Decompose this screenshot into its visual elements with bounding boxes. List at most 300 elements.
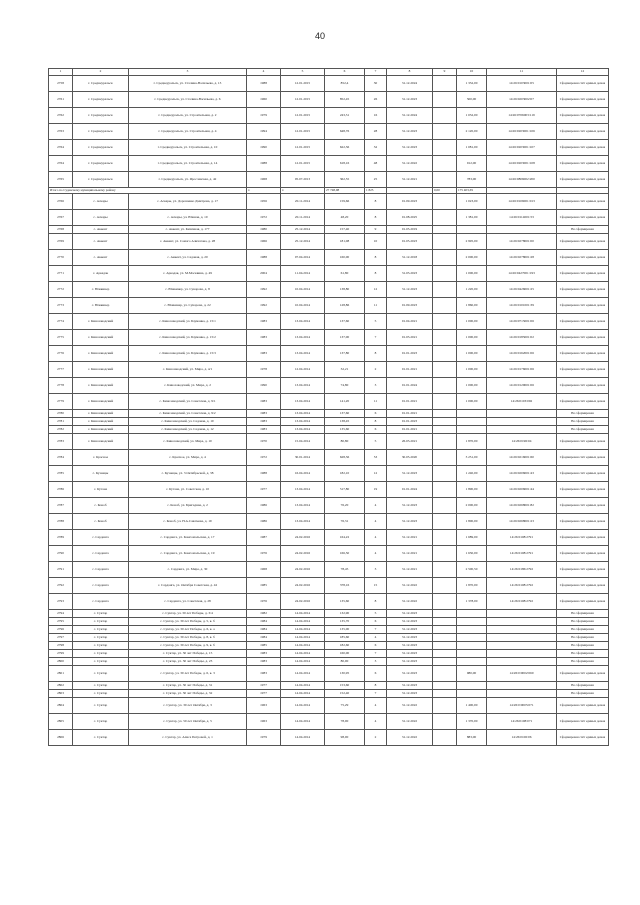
cell-code	[487, 418, 557, 426]
cell-cnt: 11	[365, 394, 387, 410]
table-cell	[433, 226, 457, 234]
table-row	[49, 194, 609, 210]
table-row	[49, 466, 609, 482]
header-row	[49, 69, 609, 76]
cell-code: 14:26:0185001:02	[487, 330, 557, 346]
cell-sum: 1 400,00	[457, 698, 487, 714]
table-row	[49, 618, 609, 626]
cell-note: Сформирован счёт единых домов	[557, 450, 609, 466]
cell-due: 31.03.2023	[387, 266, 433, 282]
cell-date: 25.12.2014	[281, 226, 325, 234]
cell-due: 01.01.2021	[387, 410, 433, 418]
cell-due: 31.12.2018	[387, 250, 433, 266]
header-cell: 8	[387, 69, 433, 76]
table-cell	[433, 362, 457, 378]
table-cell	[433, 156, 457, 172]
cell-note: Не сформирован	[557, 658, 609, 666]
cell-sum: 1 332,00	[457, 76, 487, 92]
cell-addr: с. Южкинер, ул. Суворова, д. 8	[129, 282, 247, 298]
cell-n: 2784	[49, 450, 73, 466]
cell-area: 137,00	[325, 330, 365, 346]
cell-cnt: 11	[365, 298, 387, 314]
cell-addr: с. Суктар, ул. 30 лет Победы, д. 5, к. б	[129, 618, 247, 626]
cell-addr: с. Сарданга, ул. Комсомольская, д. 19	[129, 546, 247, 562]
cell-sum: 1 220,00	[457, 282, 487, 298]
cell-date: 12.01.2015	[281, 140, 325, 156]
cell-code: 14:26:0278001:00	[487, 234, 557, 250]
cell-area: 362,55	[325, 172, 365, 188]
cell-cnt: 12	[365, 282, 387, 298]
cell-date: 11.04.2014	[281, 266, 325, 282]
cell-city: с. Кинозаводский	[73, 418, 129, 426]
cell-cnt: 2	[365, 362, 387, 378]
cell-year: 1983	[247, 330, 281, 346]
cell-sum: 2 000,00	[457, 250, 487, 266]
cell-due: 31.12.2021	[387, 172, 433, 188]
cell-sum	[457, 610, 487, 618]
cell-year: 1986	[247, 498, 281, 514]
cell-sum: 1 800,00	[457, 514, 487, 530]
cell-city: г. Среднеуральск	[73, 156, 129, 172]
cell-n: 2774	[49, 314, 73, 330]
cell-addr: с. Суктар, ул. 30 лет Победы, д. 15	[129, 650, 247, 658]
cell-cnt: 6	[365, 426, 387, 434]
cell-year: 1978	[247, 362, 281, 378]
cell-note: Не сформирован	[557, 642, 609, 650]
cell-code: 14:26:0427001:193	[487, 266, 557, 282]
cell-sum: 1 000,00	[457, 394, 487, 410]
table-row	[49, 434, 609, 450]
header-cell: 4	[247, 69, 281, 76]
cell-date: 16.04.2014	[281, 466, 325, 482]
cell-area: 182,10	[325, 466, 365, 482]
cell-year: 1984	[247, 626, 281, 634]
table-row	[49, 562, 609, 578]
cell-n: 2783	[49, 434, 73, 450]
header-cell: 5	[281, 69, 325, 76]
cell-note: Сформирован счёт единых домов	[557, 546, 609, 562]
table-cell	[433, 330, 457, 346]
table-cell	[433, 410, 457, 418]
cell-note: Не сформирован	[557, 690, 609, 698]
cell-city: с. Аскары	[73, 210, 129, 226]
cell-cnt: 30	[365, 76, 387, 92]
cell-n: 2775	[49, 330, 73, 346]
cell-note: Не сформирован	[557, 610, 609, 618]
cell-addr: с. Кинозаводский, ул. Советская, д. 9/1	[129, 394, 247, 410]
cell-addr: с. Южкинер, ул. Суворова, д. 22	[129, 298, 247, 314]
cell-note: Не сформирован	[557, 418, 609, 426]
table-cell	[433, 634, 457, 642]
cell-code	[487, 642, 557, 650]
table-cell	[433, 482, 457, 498]
table-cell	[433, 194, 457, 210]
cell-n: 2781	[49, 418, 73, 426]
cell-due: 31.12.2021	[387, 562, 433, 578]
cell-area: 76,31	[325, 514, 365, 530]
cell-cnt: 19	[365, 482, 387, 498]
cell-year: 1979	[247, 108, 281, 124]
cell-addr: с. Сарданга, ул. Мира, д. 30	[129, 562, 247, 578]
cell-addr: с. Кинозаводский, ул. Садовая, д. 10	[129, 418, 247, 426]
cell-sum: 1 870,00	[457, 434, 487, 450]
cell-year: 1992	[247, 282, 281, 298]
cell-date: 14.04.2014	[281, 634, 325, 642]
cell-city: с. Коноб	[73, 498, 129, 514]
cell-sum: 500,00	[457, 92, 487, 108]
cell-sum: 2 995,00	[457, 234, 487, 250]
cell-city: с. Южкинер	[73, 282, 129, 298]
cell-code: 14:26:0806002:200	[487, 172, 557, 188]
cell-addr: с. Коноб, ул. Н.А.Саватеева, д. 19	[129, 514, 247, 530]
cell-cnt: 4	[365, 514, 387, 530]
cell-date: 12.04.2014	[281, 362, 325, 378]
cell-year: 1963	[247, 714, 281, 730]
cell-date: 13.04.2014	[281, 426, 325, 434]
header-cell: 1	[49, 69, 73, 76]
cell-sum: 2 500,50	[457, 562, 487, 578]
table-cell	[433, 92, 457, 108]
cell-year: 1972	[247, 450, 281, 466]
cell-n: 2764	[49, 156, 73, 172]
cell-note: Сформирован счёт единых домов	[557, 346, 609, 362]
cell-city: г. Среднеуральск	[73, 124, 129, 140]
cell-date: 12.01.2015	[281, 76, 325, 92]
cell-date: 20.11.2014	[281, 194, 325, 210]
cell-n: 2764	[49, 140, 73, 156]
cell-area: 132,90	[325, 610, 365, 618]
table-cell	[433, 530, 457, 546]
cell-area: 160,00	[325, 650, 365, 658]
cell-area: 74,80	[325, 378, 365, 394]
cell-code: 14:26:0106001:013	[487, 194, 557, 210]
cell-year: 1960	[247, 92, 281, 108]
cell-city: с. Кинозаводский	[73, 330, 129, 346]
cell-date: 24.02.2016	[281, 562, 325, 578]
cell-sum	[457, 410, 487, 418]
cell-note: Сформирован счёт единых домов	[557, 362, 609, 378]
cell-sum	[457, 618, 487, 626]
cell-area: 75,29	[325, 698, 365, 714]
cell-year: 1982	[247, 610, 281, 618]
cell-due: 31.12.2024	[387, 108, 433, 124]
cell-note: Сформирован счёт единых домов	[557, 266, 609, 282]
cell-area: 852,4	[325, 76, 365, 92]
cell-addr: с. Кинозаводский, ул. Садовая, д. 12	[129, 426, 247, 434]
cell-city: с. Суктар	[73, 650, 129, 658]
cell-area: 61,80	[325, 266, 365, 282]
table-cell	[433, 234, 457, 250]
cell-area: 137,80	[325, 346, 365, 362]
cell-year: 1983	[247, 314, 281, 330]
cell-sum: 980,00	[457, 666, 487, 682]
cell-year: 1985	[247, 642, 281, 650]
table-row	[49, 410, 609, 418]
cell-cnt: 10	[365, 234, 387, 250]
cell-area: 618,16	[325, 156, 365, 172]
cell-date: 14.04.2014	[281, 666, 325, 682]
cell-year: 1977	[247, 690, 281, 698]
cell-due: 31.12.2023	[387, 140, 433, 156]
cell-sum: 1 000,00	[457, 266, 487, 282]
cell-due: 31.12.2023	[387, 92, 433, 108]
cell-area: 135,60	[325, 594, 365, 610]
cell-sum	[457, 634, 487, 642]
cell-cnt: 8	[365, 682, 387, 690]
table-row	[49, 658, 609, 666]
cell-sum	[457, 650, 487, 658]
cell-code	[487, 658, 557, 666]
cell-cnt: 7	[365, 626, 387, 634]
cell-addr: с. Суктар, ул. 30 лет Победы, д. 32	[129, 690, 247, 698]
cell-sum: 1 370,00	[457, 714, 487, 730]
cell-due: 01.01.2024	[387, 378, 433, 394]
table-row	[49, 394, 609, 410]
cell-addr: с. Суктар, ул. 30 лет Победы, д. 6, к. 3	[129, 666, 247, 682]
cell-addr: с. Суктар, ул. 30 лет Победы, д. 9, к. б	[129, 642, 247, 650]
cell-cnt: 3	[365, 562, 387, 578]
cell-city: с. Кинозаводский	[73, 434, 129, 450]
cell-cnt: 7	[365, 650, 387, 658]
cell-code	[487, 618, 557, 626]
cell-sum	[457, 658, 487, 666]
cell-sum: 1 630,00	[457, 546, 487, 562]
cell-city: с. Аккент	[73, 234, 129, 250]
cell-city: с. Аккент	[73, 226, 129, 234]
cell-area: 76,20	[325, 498, 365, 514]
cell-area: 181,08	[325, 234, 365, 250]
cell-year: 1983	[247, 650, 281, 658]
cell-n: 2794	[49, 610, 73, 618]
cell-note: Сформирован счёт единых домов	[557, 514, 609, 530]
cell-year: 1983	[247, 658, 281, 666]
cell-code: 14:26:0108:2792	[487, 594, 557, 610]
cell-due: 31.12.2024	[387, 76, 433, 92]
table-row	[49, 330, 609, 346]
cell-due: 31.12.2023	[387, 498, 433, 514]
cell-note: Сформирован счёт единых домов	[557, 578, 609, 594]
cell-area: 153,60	[325, 682, 365, 690]
cell-code	[487, 610, 557, 618]
cell-area: 622,36	[325, 140, 365, 156]
cell-code	[487, 690, 557, 698]
cell-sum: 2 120,00	[457, 124, 487, 140]
cell-date: 05.07.2013	[281, 172, 325, 188]
cell-n: 2780	[49, 410, 73, 418]
table-row	[49, 626, 609, 634]
cell-due: 31.12.2023	[387, 666, 433, 682]
cell-due: 01.01.2023	[387, 418, 433, 426]
cell-due: 31.12.2023	[387, 634, 433, 642]
cell-area: 78,45	[325, 562, 365, 578]
table-cell	[433, 140, 457, 156]
cell-code: 14:26:0216001:60	[487, 450, 557, 466]
table-row	[49, 92, 609, 108]
cell-cnt: 15	[365, 578, 387, 594]
cell-code: 14:26:0706003:119	[487, 108, 557, 124]
cell-cnt: 53	[365, 450, 387, 466]
cell-area: 628,36	[325, 450, 365, 466]
cell-year: 1990	[247, 378, 281, 394]
table-row	[49, 650, 609, 658]
cell-n: 2790	[49, 546, 73, 562]
cell-code: 14:26:0129001:06	[487, 378, 557, 394]
header-cell: 12	[557, 69, 609, 76]
cell-year: 1980	[247, 226, 281, 234]
table-cell: 27 748,98	[325, 188, 365, 194]
cell-note: Сформирован счёт единых домов	[557, 394, 609, 410]
cell-n: 2773	[49, 298, 73, 314]
cell-due: 31.12.2022	[387, 578, 433, 594]
header-cell: 10	[457, 69, 487, 76]
table-cell	[433, 626, 457, 634]
cell-date: 13.04.2014	[281, 330, 325, 346]
cell-n: 2803	[49, 690, 73, 698]
table-cell	[433, 76, 457, 92]
table-row	[49, 714, 609, 730]
table-cell: 1 825	[365, 188, 387, 194]
cell-code	[487, 226, 557, 234]
cell-n: 2804	[49, 698, 73, 714]
cell-note: Сформирован счёт единых домов	[557, 530, 609, 546]
data-table-wrapper	[48, 68, 608, 746]
cell-n: 2789	[49, 530, 73, 546]
cell-cnt: 8	[365, 594, 387, 610]
cell-cnt: 6	[365, 618, 387, 626]
cell-date: 14.04.2014	[281, 698, 325, 714]
table-cell	[433, 394, 457, 410]
cell-cnt: 16	[365, 108, 387, 124]
cell-year: 1984	[247, 618, 281, 626]
cell-date: 12.01.2015	[281, 124, 325, 140]
header-cell: 2	[73, 69, 129, 76]
cell-note: Сформирован счёт единых домов	[557, 282, 609, 298]
cell-city: с. Суктар	[73, 714, 129, 730]
table-cell: x	[281, 188, 325, 194]
cell-addr: г. Среднеуральск, ул. Строительная, д. 2	[129, 108, 247, 124]
cell-code: 14:26:0103001:05	[487, 76, 557, 92]
cell-city: с. Суктар	[73, 634, 129, 642]
cell-due: 01.05.2023	[387, 234, 433, 250]
cell-city: с. Суктар	[73, 618, 129, 626]
cell-year: 1972	[247, 210, 281, 226]
table-row	[49, 298, 609, 314]
cell-due: 01.05.2019	[387, 226, 433, 234]
cell-code	[487, 626, 557, 634]
table-cell	[433, 266, 457, 282]
table-cell	[433, 314, 457, 330]
cell-due: 31.12.2023	[387, 514, 433, 530]
cell-due: 01.09.2023	[387, 298, 433, 314]
cell-code	[487, 634, 557, 642]
cell-addr: с. Суктар, ул. 30 лет Октября, д. 3	[129, 698, 247, 714]
table-row	[49, 530, 609, 546]
table-row	[49, 346, 609, 362]
cell-addr: с. Суктар, ул. 50 лет Октября, д. 5	[129, 714, 247, 730]
cell-note: Не сформирован	[557, 618, 609, 626]
cell-addr: с. Аккент, ул. Садовая, д. 20	[129, 250, 247, 266]
cell-year: 1987	[247, 530, 281, 546]
table-row	[49, 450, 609, 466]
table-body	[49, 76, 609, 746]
table-cell	[433, 210, 457, 226]
cell-note: Сформирован счёт единых домов	[557, 482, 609, 498]
cell-addr: с. Кинозаводский, ул. Мира, д. 4/1	[129, 362, 247, 378]
cell-code: 14:26:0206001:44	[487, 482, 557, 498]
cell-sum: 1 381,00	[457, 210, 487, 226]
cell-code: 14:26:0203002:07	[487, 92, 557, 108]
cell-year: 1988	[247, 466, 281, 482]
table-cell	[433, 690, 457, 698]
cell-cnt: 26	[365, 92, 387, 108]
cell-date: 13.04.2014	[281, 514, 325, 530]
cell-due: 01.08.2025	[387, 210, 433, 226]
cell-cnt: 8	[365, 346, 387, 362]
cell-code: 14:26:0:0005:071	[487, 698, 557, 714]
cell-date: 14.04.2014	[281, 690, 325, 698]
cell-due: 31.12.2023	[387, 618, 433, 626]
cell-due: 31.12.2023	[387, 610, 433, 618]
table-cell	[433, 418, 457, 426]
group-label: Итого по Судакскому муниципальному району	[49, 188, 247, 194]
cell-city: с. Кузнецы	[73, 466, 129, 482]
cell-year: 1968	[247, 172, 281, 188]
cell-year: 1983	[247, 426, 281, 434]
cell-sum: 1 000,00	[457, 314, 487, 330]
cell-sum: 783,00	[457, 172, 487, 188]
cell-area: 138,45	[325, 418, 365, 426]
cell-n: 2765	[49, 172, 73, 188]
cell-n: 2776	[49, 346, 73, 362]
table-row	[49, 282, 609, 298]
cell-cnt: 8	[365, 210, 387, 226]
cell-date: 13.04.2014	[281, 394, 325, 410]
cell-sum: 1 378,00	[457, 594, 487, 610]
cell-addr: с. Кинозаводский, ул. Советская, д. 9/2	[129, 410, 247, 418]
cell-year: 1992	[247, 298, 281, 314]
cell-code: 14:26:0101001:39	[487, 298, 557, 314]
cell-due: 31.12.2023	[387, 466, 433, 482]
table-cell	[433, 434, 457, 450]
cell-city: с. Кинозаводский	[73, 394, 129, 410]
cell-city: с. Суктар	[73, 666, 129, 682]
cell-date: 13.04.2014	[281, 418, 325, 426]
cell-note: Не сформирован	[557, 410, 609, 418]
cell-sum	[457, 682, 487, 690]
cell-city: с. Аркадак	[73, 266, 129, 282]
cell-city: с. Кинозаводский	[73, 426, 129, 434]
cell-code: 14:26:0426001:25	[487, 282, 557, 298]
cell-cnt: 48	[365, 156, 387, 172]
cell-year: 1983	[247, 394, 281, 410]
cell-cnt: 4	[365, 634, 387, 642]
cell-cnt: 25	[365, 172, 387, 188]
cell-code: 14:26:0114001:53	[487, 210, 557, 226]
table-row	[49, 418, 609, 426]
cell-date: 14.04.2014	[281, 626, 325, 634]
cell-n: 2786	[49, 482, 73, 498]
cell-due: 31.12.2023	[387, 682, 433, 690]
cell-n: 2796	[49, 626, 73, 634]
cell-date: 13.04.2014	[281, 482, 325, 498]
table-row	[49, 642, 609, 650]
cell-addr: с. Аккент, ул. Кизячная, д. 177	[129, 226, 247, 234]
cell-area: 48,20	[325, 210, 365, 226]
cell-code: 14:26:0186:2792	[487, 562, 557, 578]
cell-year: 1986	[247, 514, 281, 530]
cell-note: Сформирован счёт единых домов	[557, 92, 609, 108]
cell-n: 2758	[49, 76, 73, 92]
